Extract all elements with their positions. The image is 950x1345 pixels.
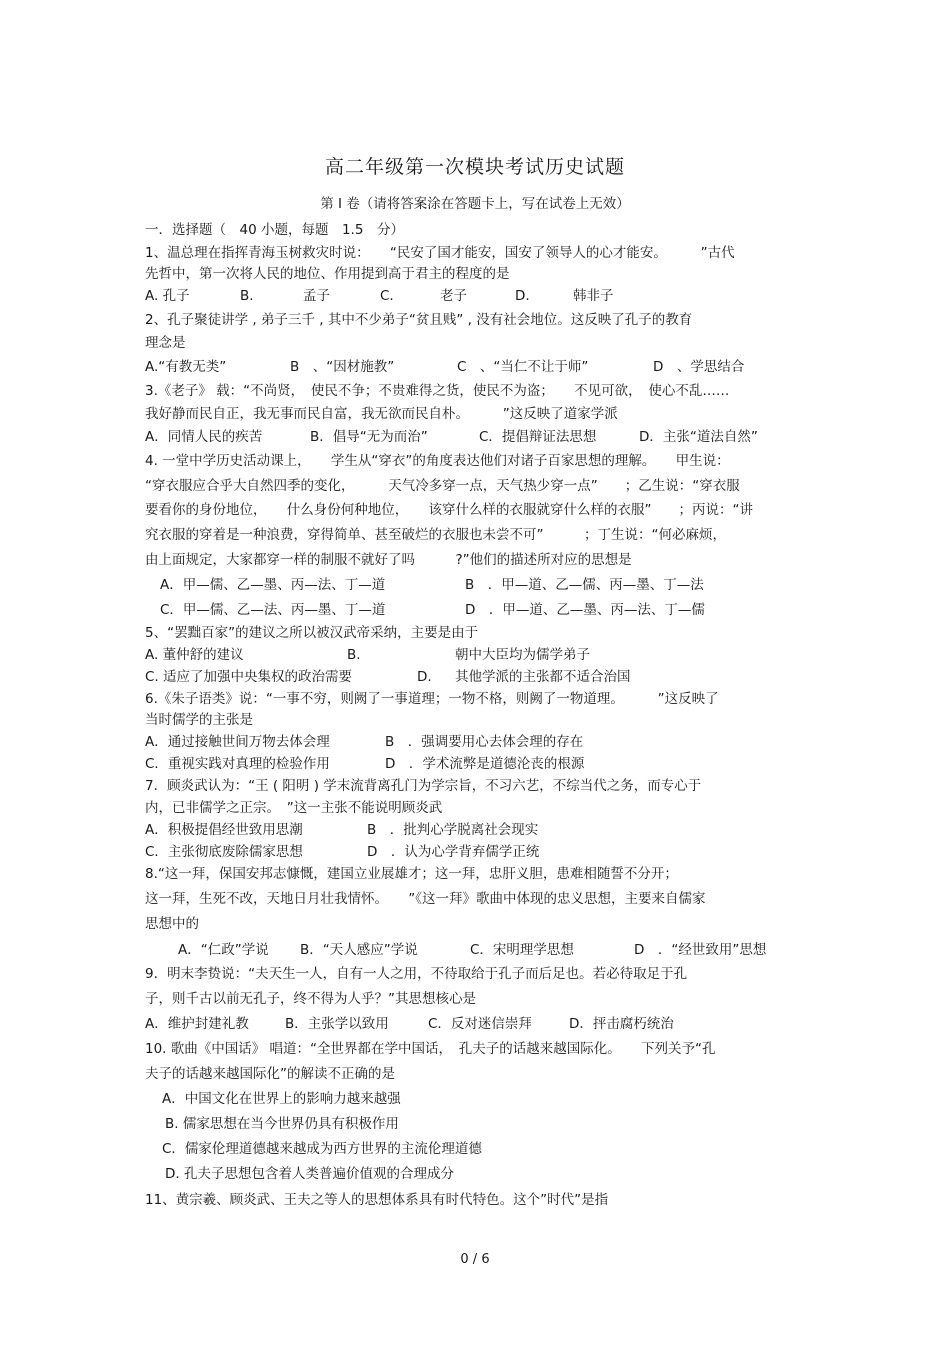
question-6-text-cont: 当时儒学的主张是 (145, 712, 253, 728)
question-6-text: 6.《朱子语类》说：“一事不穷，则阙了一事道理；一物不格，则阙了一物道理。 ”这反映了 (145, 691, 719, 707)
question-5-options-row-2 (145, 667, 825, 687)
question-3-text-cont: 我好静而民自正，我无事而民自富，我无欲而民自朴。 ”这反映了道家学派 (145, 406, 618, 422)
q9-option-c: C．反对迷信崇拜 (428, 1016, 532, 1032)
question-8-text: 8.“这一拜，保国安邦志慷慨，建国立业展雄才；这一拜，忠肝义胆，患难相随誓不分开； (145, 866, 678, 882)
q6-option-a: A．通过接触世间万物去体会理 (145, 734, 330, 750)
question-11-text: 11、黄宗羲、顾炎武、王夫之等人的思想体系具有时代特色。这个”时代”是指 (145, 1192, 609, 1208)
q5-option-a: A. 董仲舒的建议 (145, 647, 244, 663)
question-3-text: 3.《老子》 载：“不尚贤， 使民不争；不贵难得之货，使民不为盗； 不见可欲， 使心不乱…… (145, 383, 730, 399)
question-1-text-cont: 先哲中，第一次将人民的地位、作用提到高于君主的程度的是 (145, 266, 510, 282)
question-8-text-cont-1: 这一拜，生死不改，天地日月壮我情怀。 ”《这一拜》歌曲中体现的忠义思想，主要来自儒家 (145, 891, 706, 907)
q9-option-d: D．抨击腐朽统治 (569, 1016, 674, 1032)
q4-option-d: D ．甲—道、乙—墨、丙—法、丁—儒 (465, 602, 705, 618)
q7-option-d: D ．认为心学背弃儒学正统 (367, 844, 540, 860)
question-5-options-row-1 (145, 645, 825, 665)
question-2-text: 2、孔子聚徒讲学 , 弟子三千 , 其中不少弟子“贫且贱” , 没有社会地位。这反映了孔子的教育 (145, 312, 693, 328)
q1-option-a: A. 孔子 (145, 288, 190, 304)
question-10-text-cont: 夫子的话越来越国际化”的解读不正确的是 (145, 1066, 395, 1082)
question-2-options (145, 357, 825, 377)
q10-option-d: D. 孔夫子思想包含着人类普遍价值观的合理成分 (165, 1166, 454, 1182)
page-number: 0 / 6 (460, 1252, 490, 1267)
question-4-text-cont-4: 由上面规定，大家都穿一样的制服不就好了吗 ?”他们的描述所对应的思想是 (145, 552, 632, 568)
section-heading: 一．选择题（ 40 小题，每题 1.5 分） (145, 222, 404, 238)
question-10-text: 10. 歌曲《中国话》 唱道：“全世界都在学中国话， 孔夫子的话越来越国际化。 下列关予“孔 (145, 1041, 716, 1057)
q5-option-c: C. 适应了加强中央集权的政治需要 (145, 669, 353, 685)
q3-option-c: C．提倡辩证法思想 (479, 429, 597, 445)
q8-option-a: A．“仁政”学说 (178, 942, 269, 958)
q6-option-c: C．重视实践对真理的检验作用 (145, 756, 330, 772)
q4-option-b: B ．甲—道、乙—儒、丙—墨、丁—法 (465, 577, 704, 593)
q5-option-d: 其他学派的主张都不适合治国 (455, 669, 631, 685)
q7-option-c: C．主张彻底废除儒家思想 (145, 844, 303, 860)
q4-option-c: C．甲—儒、乙—法、丙—墨、丁—道 (160, 602, 386, 618)
question-9-options (145, 1014, 825, 1034)
q9-option-a: A．维护封建礼教 (145, 1016, 249, 1032)
q8-option-b: B．“天人感应”学说 (300, 942, 418, 958)
q7-option-b: B ．批判心学脱离社会现实 (367, 822, 539, 838)
q4-option-a: A．甲—儒、乙—墨、丙—法、丁—道 (160, 577, 386, 593)
exam-title: 高二年级第一次模块考试历史试题 (324, 156, 625, 178)
question-4-text: 4. 一堂中学历史活动课上， 学生从“穿衣”的角度表达他们对诸子百家思想的理解。 甲生说： (145, 453, 730, 469)
question-7-options-row-1 (145, 820, 825, 840)
question-7-text-cont: 内，已非儒学之正宗。 ”这一主张不能说明顾炎武 (145, 800, 443, 816)
q7-option-a: A．积极提倡经世致用思潮 (145, 822, 303, 838)
q2-option-c: C 、“当仁不让于师” (457, 359, 589, 375)
q1-option-d-letter: D. (515, 288, 530, 304)
question-1-text: 1、温总理在指挥青海玉树救灾时说： “民安了国才能安，国安了领导人的心才能安。 ”古代 (145, 245, 735, 261)
question-9-text-cont: 子，则千古以前无孔子，终不得为人乎？”其思想核心是 (145, 991, 476, 1007)
q6-option-d: D ．学术流弊是道德沦丧的根源 (385, 756, 585, 772)
question-6-options-row-2 (145, 754, 825, 774)
q1-option-c: 老子 (440, 288, 467, 304)
question-8-options (178, 940, 818, 960)
q8-option-c: C．宋明理学思想 (470, 942, 574, 958)
question-4-text-cont-2: 要看你的身份地位， 什么身份何种地位， 该穿什么样的衣服就穿什么样的衣服” ；丙说：“讲 (145, 502, 753, 518)
q10-option-a: A．中国文化在世界上的影响力越来越强 (162, 1091, 401, 1107)
q1-option-b-letter: B. (240, 288, 254, 304)
q2-option-b: B 、“因材施教” (290, 359, 395, 375)
question-3-options (145, 427, 825, 447)
question-9-text: 9．明末李贽说：“夫天生一人，自有一人之用，不待取给于孔子而后足也。若必待取足于孔 (145, 966, 688, 982)
question-6-options-row-1 (145, 732, 825, 752)
q10-option-c: C．儒家伦理道德越来越成为西方世界的主流伦理道德 (162, 1141, 482, 1157)
question-4-text-cont-3: 究衣服的穿着是一种浪费，穿得简单、甚至破烂的衣服也未尝不可” ；丁生说：“何必麻烦， (145, 527, 726, 543)
question-7-options-row-2 (145, 842, 825, 862)
q1-option-d: 韩非子 (573, 288, 614, 304)
question-1-options (145, 286, 825, 306)
question-4-text-cont-1: “穿衣服应合乎大自然四季的变化， 天气冷多穿一点，天气热少穿一点” ；乙生说：“穿衣服 (145, 478, 740, 494)
q2-option-d: D 、学思结合 (653, 359, 745, 375)
q8-option-d: D ．“经世致用”思想 (634, 942, 767, 958)
question-5-text: 5、“罢黜百家”的建议之所以被汉武帝采纳，主要是由于 (145, 625, 479, 641)
q1-option-c-letter: C. (380, 288, 394, 304)
question-4-options-row-1 (160, 575, 820, 595)
q9-option-b: B．主张学以致用 (285, 1016, 389, 1032)
q5-option-d-letter: D. (417, 669, 432, 685)
q2-option-a: A.“有教无类” (145, 359, 227, 375)
q3-option-a: A．同情人民的疾苦 (145, 429, 263, 445)
q3-option-d: D．主张“道法自然” (639, 429, 758, 445)
question-7-text: 7．顾炎武认为：“王 ( 阳明 ) 学末流背离孔门为学宗旨，不习六艺，不综当代之务，而专心于 (145, 778, 702, 794)
q3-option-b: B．倡导“无为而治” (310, 429, 428, 445)
q5-option-b-letter: B. (347, 647, 361, 663)
q5-option-b: 朝中大臣均为儒学弟子 (455, 647, 590, 663)
q6-option-b: B ．强调要用心去体会理的存在 (385, 734, 584, 750)
question-4-options-row-2 (160, 600, 820, 620)
q10-option-b: B. 儒家思想在当今世界仍具有积极作用 (165, 1116, 399, 1132)
question-2-text-cont: 理念是 (145, 335, 186, 351)
question-8-text-cont-2: 思想中的 (145, 916, 199, 932)
q1-option-b: 孟子 (303, 288, 330, 304)
exam-subtitle: 第 I 卷（请将答案涂在答题卡上，写在试卷上无效） (320, 196, 630, 212)
